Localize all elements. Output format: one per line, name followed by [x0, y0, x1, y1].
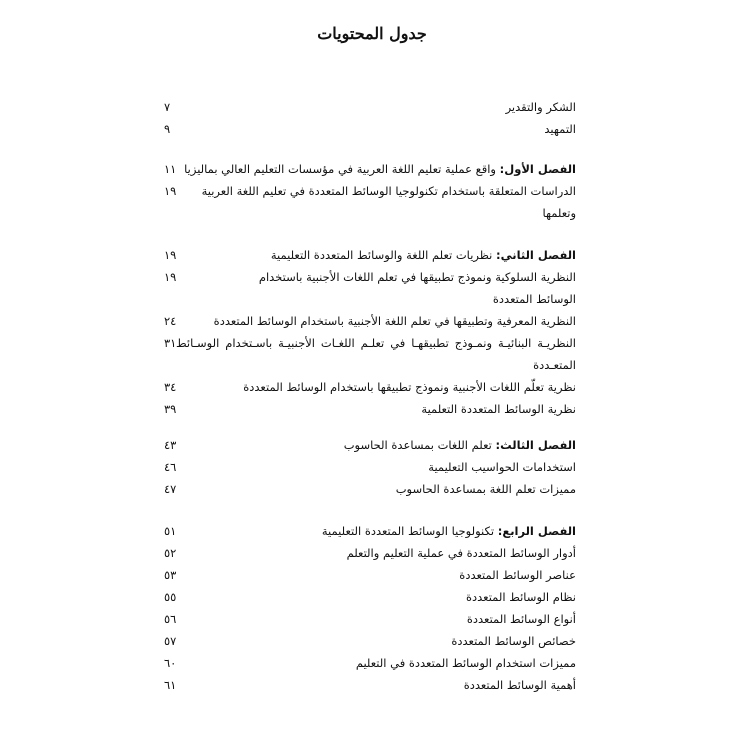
- entry-text: استخدامات الحواسيب التعليمية: [428, 460, 576, 474]
- page-number: ٦١: [164, 678, 177, 692]
- toc-entry: [160, 180, 576, 224]
- toc-entry-label: [176, 542, 576, 564]
- toc-entry-label: [176, 478, 576, 500]
- entry-text: النظرية المعرفية وتطبيقها في تعلم اللغة الأجنبية باستخدام الوسائط المتعددة: [213, 314, 576, 328]
- toc-entry-label: [176, 96, 576, 118]
- toc-entry-label: [176, 564, 576, 586]
- entry-text: التمهيد: [544, 122, 576, 136]
- toc-entry-label: [176, 586, 576, 608]
- page-number: ٥٢: [164, 546, 177, 560]
- toc-entry: [160, 266, 576, 310]
- toc-entry-continuation: الوسائط المتعددة: [492, 292, 576, 306]
- entry-text: الدراسات المتعلقة باستخدام تكنولوجيا الوسائط المتعددة في تعليم اللغة العربية: [201, 184, 576, 198]
- page-number: ٦٠: [164, 656, 177, 670]
- toc-entry-label: [176, 674, 576, 696]
- toc-entry-label: [176, 332, 576, 354]
- toc-entry: [160, 118, 576, 140]
- page-number: ٥١: [164, 524, 177, 538]
- toc-entry: [160, 244, 576, 266]
- toc-section: [160, 96, 576, 140]
- toc-entry-label: [176, 398, 576, 420]
- toc-entry-label: [176, 520, 576, 542]
- toc-entry: [160, 674, 576, 696]
- toc-entry: [160, 608, 576, 630]
- entry-text: أدوار الوسائط المتعددة في عملية التعليم والتعلم: [346, 546, 576, 560]
- toc-entry: [160, 478, 576, 500]
- toc-entry: [160, 456, 576, 478]
- page-number: ٥٥: [164, 590, 177, 604]
- page-number: ٥٣: [164, 568, 177, 582]
- page-number: ١١: [164, 162, 177, 176]
- toc-entry-label: [176, 158, 576, 180]
- page-title: جدول المحتويات: [317, 24, 427, 43]
- entry-text: مميزات تعلم اللغة بمساعدة الحاسوب: [395, 482, 576, 496]
- toc-entry: [160, 586, 576, 608]
- page-number: ٤٧: [164, 482, 177, 496]
- entry-text: أهمية الوسائط المتعددة: [463, 678, 576, 692]
- page-number: ٥٧: [164, 634, 177, 648]
- toc-section: [160, 158, 576, 224]
- toc-entry: [160, 542, 576, 564]
- entry-text: خصائص الوسائط المتعددة: [451, 634, 576, 648]
- toc-entry-label: [176, 180, 576, 202]
- toc-entry-label: [176, 266, 576, 288]
- toc-entry-label: [176, 608, 576, 630]
- toc-entry-label: [176, 310, 576, 332]
- entry-text: نظام الوسائط المتعددة: [465, 590, 576, 604]
- entry-text: النظريـة البنائيـة ونمـوذج تطبيقهـا في تعلـم اللغـات الأجنبيـة باسـتخدام الوسـائط: [176, 336, 576, 350]
- page-number: ٥٦: [164, 612, 177, 626]
- page-number: ٤٣: [164, 438, 177, 452]
- entry-text: نظريات تعلم اللغة والوسائط المتعددة التعليمية: [270, 248, 497, 262]
- toc-entry-label: [176, 118, 576, 140]
- toc-section: [160, 520, 576, 696]
- toc-entry: [160, 652, 576, 674]
- page-number: ٣٩: [164, 402, 177, 416]
- page-number: ١٩: [164, 248, 177, 262]
- page-number: ٧: [164, 100, 171, 114]
- entry-text: عناصر الوسائط المتعددة: [459, 568, 576, 582]
- toc-entry: [160, 310, 576, 332]
- entry-text: مميزات استخدام الوسائط المتعددة في التعليم: [355, 656, 576, 670]
- toc-entry: [160, 564, 576, 586]
- page-number: ٤٦: [164, 460, 177, 474]
- toc-entry: [160, 158, 576, 180]
- page-number: ٢٤: [164, 314, 177, 328]
- toc-entry-label: [176, 376, 576, 398]
- toc-entry-label: [176, 434, 576, 456]
- chapter-prefix: الفصل الثالث:: [495, 438, 576, 452]
- chapter-prefix: الفصل الأول:: [499, 162, 576, 176]
- entry-text: النظرية السلوكية ونموذج تطبيقها في تعلم اللغات الأجنبية باستخدام: [258, 270, 576, 284]
- entry-text: واقع عملية تعليم اللغة العربية في مؤسسات التعليم العالي بماليزيا: [184, 162, 500, 176]
- toc-entry-continuation: المتعـددة: [533, 358, 576, 372]
- entry-text: نظرية الوسائط المتعددة التعلمية: [421, 402, 576, 416]
- entry-text: تعلم اللغات بمساعدة الحاسوب: [343, 438, 496, 452]
- toc-entry: [160, 398, 576, 420]
- chapter-prefix: الفصل الثاني:: [496, 248, 576, 262]
- toc-entry: [160, 332, 576, 376]
- entry-text: أنواع الوسائط المتعددة: [466, 612, 576, 626]
- toc-entry-label: [176, 244, 576, 266]
- toc-section: [160, 434, 576, 500]
- toc-section: [160, 244, 576, 420]
- toc-entry: [160, 630, 576, 652]
- toc-entry-continuation: وتعلمها: [542, 206, 576, 220]
- entry-text: الشكر والتقدير: [505, 100, 576, 114]
- toc-entry-label: [176, 630, 576, 652]
- toc-entry-label: [176, 652, 576, 674]
- page-number: ١٩: [164, 270, 177, 284]
- page-number: ٣٤: [164, 380, 177, 394]
- toc-entry: [160, 96, 576, 118]
- toc-entry-label: [176, 456, 576, 478]
- page-number: ٣١: [164, 336, 177, 350]
- entry-text: تكنولوجيا الوسائط المتعددة التعليمية: [321, 524, 498, 538]
- chapter-prefix: الفصل الرابع:: [497, 524, 576, 538]
- toc-entry: [160, 434, 576, 456]
- toc-entry: [160, 520, 576, 542]
- entry-text: نظرية تعلّم اللغات الأجنبية ونموذج تطبيقها باستخدام الوسائط المتعددة: [243, 380, 576, 394]
- page-number: ١٩: [164, 184, 177, 198]
- page-number: ٩: [164, 122, 171, 136]
- toc-entry: [160, 376, 576, 398]
